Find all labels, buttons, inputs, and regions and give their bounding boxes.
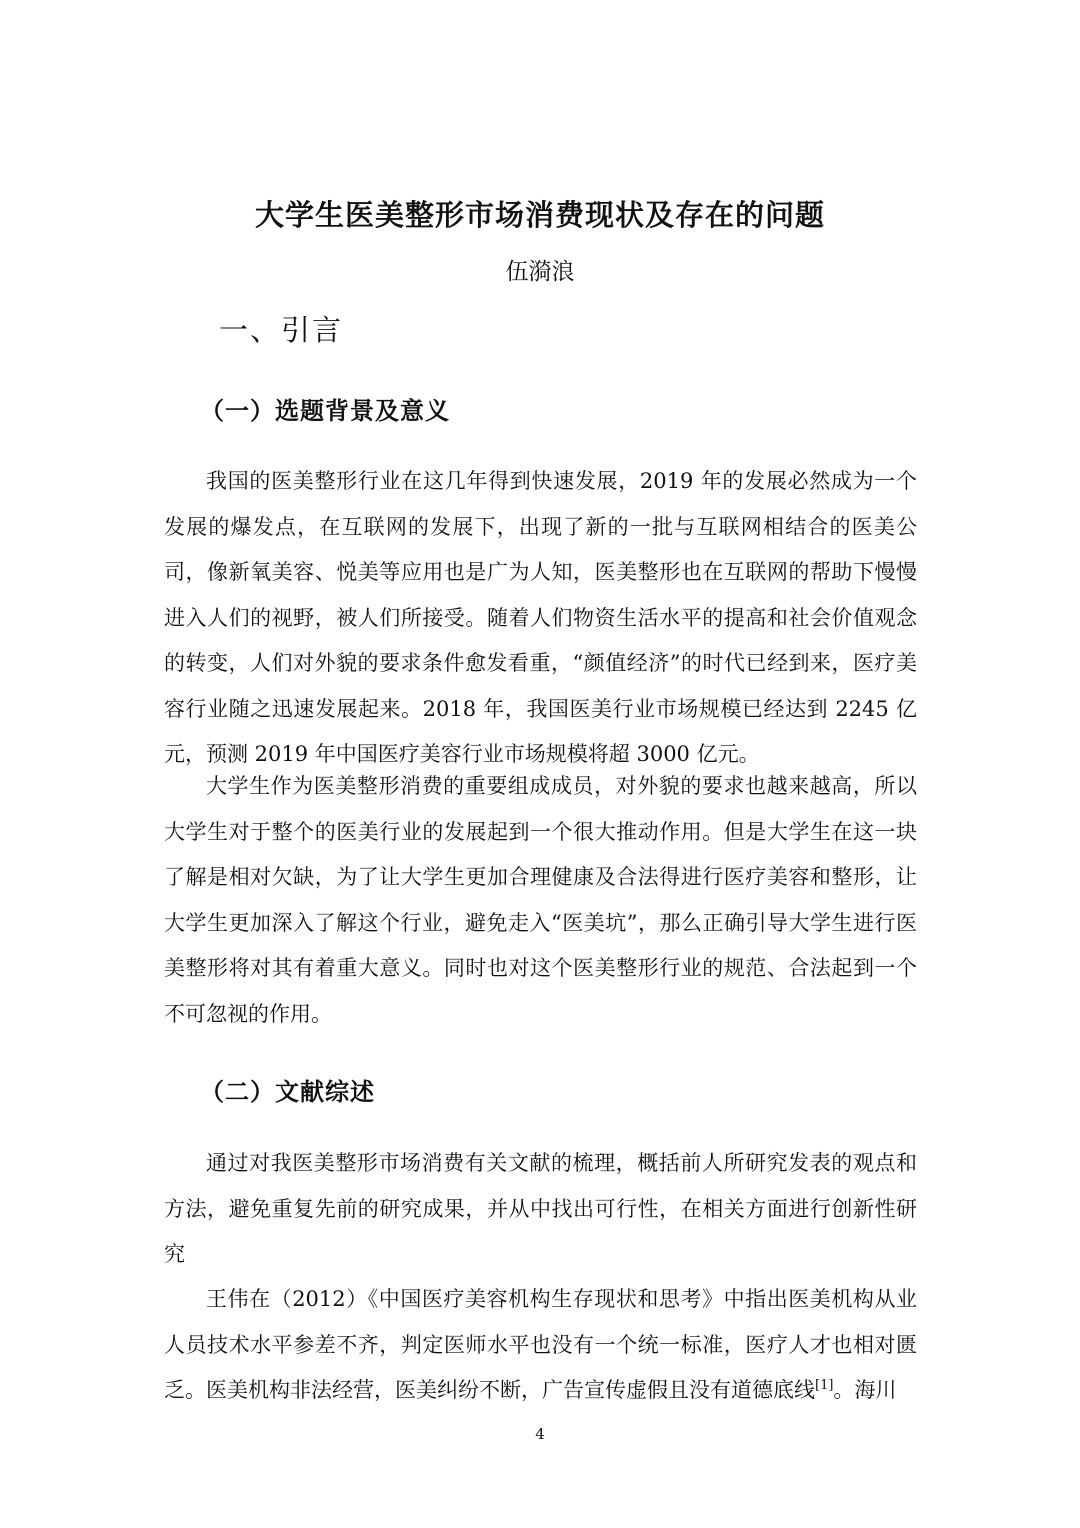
subsection-heading-literature-review: （二）文献综述 (200, 1077, 375, 1106)
paragraph-literature-review-1: 通过对我医美整形市场消费有关文献的梳理，概括前人所研究发表的观点和方法，避免重复先前的研究成果，并从中找出可行性，在相关方面进行创新性研究 (164, 1151, 917, 1266)
paragraph-main-text: 王伟在（2012）《中国医疗美容机构生存现状和思考》中指出医美机构从业人员技术水平参差不齐，判定医师水平也没有一个统一标准，医疗人才也相对匮乏。医美机构非法经营，医美纠纷不断，广告宣传虚假且没有道德底线 (164, 1287, 917, 1402)
document-title: 大学生医美整形市场消费现状及存在的问题 (254, 198, 825, 232)
section-heading-introduction: 一、引言 (219, 313, 344, 347)
paragraph-background-2: 大学生作为医美整形消费的重要组成成员，对外貌的要求也越来越高，所以大学生对于整个的医美行业的发展起到一个很大推动作用。但是大学生在这一块了解是相对欠缺，为了让大学生更加合理健康及合法得进行医疗美容和整形，让大学生更加深入了解这个行业，避免走入“医美坑”，那么正确引导大学生进行医美整形将对其有着重大意义。同时也对这个医美整形行业的规范、合法起到一个不可忽视的作用。 (164, 774, 917, 1026)
paragraph-background-1: 我国的医美整形行业在这几年得到快速发展，2019 年的发展必然成为一个发展的爆发点，在互联网的发展下，出现了新的一批与互联网相结合的医美公司，像新氧美容、悦美等应用也是广为人知，医美整形也在互联网的帮助下慢慢进入人们的视野，被人们所接受。随着人们物资生活水平的提高和社会价值观念的转变，人们对外貌的要求条件愈发看重，“颜值经济”的时代已经到来，医疗美容行业随之迅速发展起来。2018 年，我国医美行业市场规模已经达到 2245 亿元，预测 2019 年中国医疗美容行业市场规模将超 3000 亿元。 (164, 469, 917, 766)
paragraph-ending-text: 。海川 (833, 1378, 897, 1402)
subsection-heading-background: （一）选题背景及意义 (200, 396, 450, 425)
paragraph-literature-review-2 (164, 1277, 917, 1414)
page-number: 4 (535, 1425, 545, 1443)
citation-marker: [1] (815, 1378, 834, 1393)
author-name: 伍漪浪 (505, 259, 575, 285)
